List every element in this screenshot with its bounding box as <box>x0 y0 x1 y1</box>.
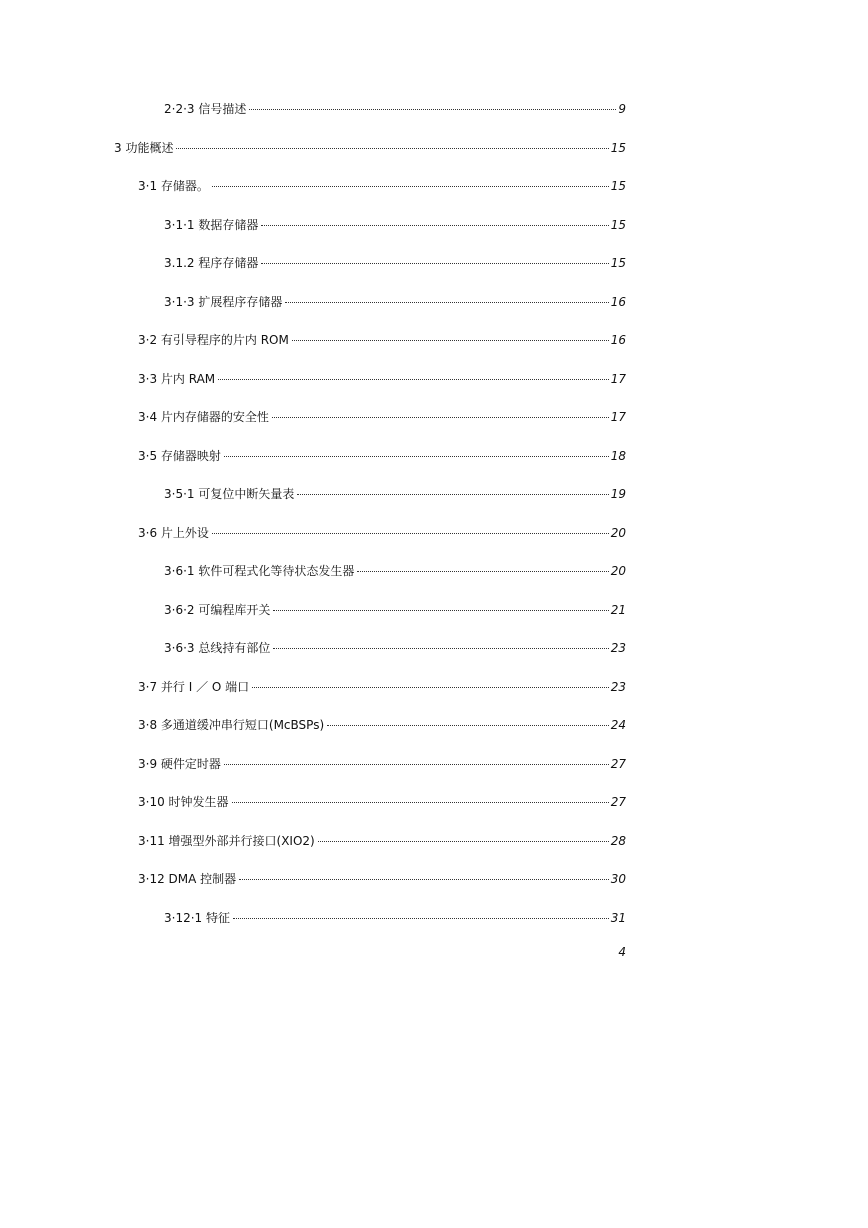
dot-leader <box>297 494 608 495</box>
toc-entry-3-1-2[interactable] <box>164 256 626 272</box>
toc-entry-label: 3 功能概述 <box>114 141 174 155</box>
toc-entry-label: 3·6·1 软件可程式化等待状态发生器 <box>164 564 355 578</box>
toc-entry-label: 3·6 片上外设 <box>138 526 209 540</box>
dot-leader <box>218 379 609 380</box>
toc-entry-page: 16 <box>610 295 626 309</box>
dot-leader <box>261 263 608 264</box>
dot-leader <box>327 725 609 726</box>
toc-entry-page: 20 <box>610 564 626 578</box>
toc-entry-label: 3·2 有引导程序的片内 ROM <box>138 333 289 347</box>
toc-entry-2-2-3[interactable] <box>164 102 626 118</box>
dot-leader <box>224 764 609 765</box>
toc-entry-label: 3·7 并行 I ／ O 端口 <box>138 680 250 694</box>
toc-entry-label: 2·2·3 信号描述 <box>164 102 247 116</box>
toc-entry-3-9[interactable] <box>138 757 626 773</box>
toc-entry-label: 3·6·3 总线持有部位 <box>164 641 271 655</box>
toc-entry-page: 16 <box>610 333 626 347</box>
toc-entry-label: 3·12·1 特征 <box>164 911 230 925</box>
toc-entry-label: 3·1·1 数据存储器 <box>164 218 259 232</box>
toc-entry-page: 18 <box>610 449 626 463</box>
toc-entry-page: 15 <box>610 218 626 232</box>
toc-entry-label: 3.1.2 程序存储器 <box>164 256 259 270</box>
dot-leader <box>252 687 609 688</box>
toc-entry-3-7[interactable] <box>138 680 626 696</box>
toc-entry-3[interactable] <box>114 141 626 157</box>
toc-entry-3-8[interactable] <box>138 718 626 734</box>
toc-entry-page: 27 <box>610 795 626 809</box>
toc-entry-3-1-3[interactable] <box>164 295 626 311</box>
toc-entry-page: 15 <box>610 256 626 270</box>
toc-entry-label: 3·1·3 扩展程序存储器 <box>164 295 283 309</box>
toc-entry-3-4[interactable] <box>138 410 626 426</box>
toc-entry-page: 20 <box>610 526 626 540</box>
toc-entry-label: 3·8 多通道缓冲串行短口(McBSPs) <box>138 718 325 732</box>
toc-entry-3-5[interactable] <box>138 449 626 465</box>
toc-entry-page: 9 <box>618 102 626 116</box>
dot-leader <box>249 109 616 110</box>
dot-leader <box>272 417 609 418</box>
toc-entry-label: 3·4 片内存储器的安全性 <box>138 410 269 424</box>
toc-entry-page: 17 <box>610 372 626 386</box>
dot-leader <box>261 225 608 226</box>
dot-leader <box>212 186 609 187</box>
dot-leader <box>212 533 609 534</box>
toc-entry-3-12[interactable] <box>138 872 626 888</box>
toc-entry-page: 15 <box>610 179 626 193</box>
toc-entry-3-1[interactable] <box>138 179 626 195</box>
toc-entry-page: 30 <box>610 872 626 886</box>
toc-entry-page: 31 <box>610 911 626 925</box>
toc-entry-3-6[interactable] <box>138 526 626 542</box>
dot-leader <box>176 148 608 149</box>
dot-leader <box>273 648 608 649</box>
toc-entry-3-11[interactable] <box>138 834 626 850</box>
toc-entry-page: 23 <box>610 641 626 655</box>
dot-leader <box>239 879 609 880</box>
toc-entry-page: 27 <box>610 757 626 771</box>
dot-leader <box>233 918 609 919</box>
toc-entry-page: 19 <box>610 487 626 501</box>
toc-entry-page: 15 <box>610 141 626 155</box>
toc-entry-3-12-1[interactable] <box>164 911 626 927</box>
dot-leader <box>285 302 608 303</box>
toc-entry-page: 23 <box>610 680 626 694</box>
toc-entry-3-1-1[interactable] <box>164 218 626 234</box>
dot-leader <box>292 340 609 341</box>
toc-entry-label: 3·11 增强型外部并行接口(XIO2) <box>138 834 315 848</box>
toc-entry-page: 28 <box>610 834 626 848</box>
toc-entry-label: 3·5 存储器映射 <box>138 449 221 463</box>
toc-entry-label: 3·10 时钟发生器 <box>138 795 229 809</box>
toc-entry-3-6-1[interactable] <box>164 564 626 580</box>
toc-entry-3-3[interactable] <box>138 372 626 388</box>
dot-leader <box>232 802 609 803</box>
toc-entry-label: 3·1 存储器。 <box>138 179 209 193</box>
toc-entry-label: 3·3 片内 RAM <box>138 372 216 386</box>
toc-entry-label: 3·6·2 可编程库开关 <box>164 603 271 617</box>
toc-entry-label: 3·5·1 可复位中断矢量表 <box>164 487 295 501</box>
toc-entry-page: 24 <box>610 718 626 732</box>
toc-entry-3-5-1[interactable] <box>164 487 626 503</box>
toc-entry-page: 21 <box>610 603 626 617</box>
toc-entry-3-6-3[interactable] <box>164 641 626 657</box>
dot-leader <box>224 456 609 457</box>
toc-entry-3-6-2[interactable] <box>164 603 626 619</box>
toc-entry-label: 3·12 DMA 控制器 <box>138 872 237 886</box>
dot-leader <box>318 841 609 842</box>
toc-entry-3-10[interactable] <box>138 795 626 811</box>
page-number: 4 <box>618 945 626 959</box>
toc-entry-label: 3·9 硬件定时器 <box>138 757 221 771</box>
toc-entry-3-2[interactable] <box>138 333 626 349</box>
dot-leader <box>357 571 608 572</box>
toc-entry-page: 17 <box>610 410 626 424</box>
dot-leader <box>273 610 608 611</box>
